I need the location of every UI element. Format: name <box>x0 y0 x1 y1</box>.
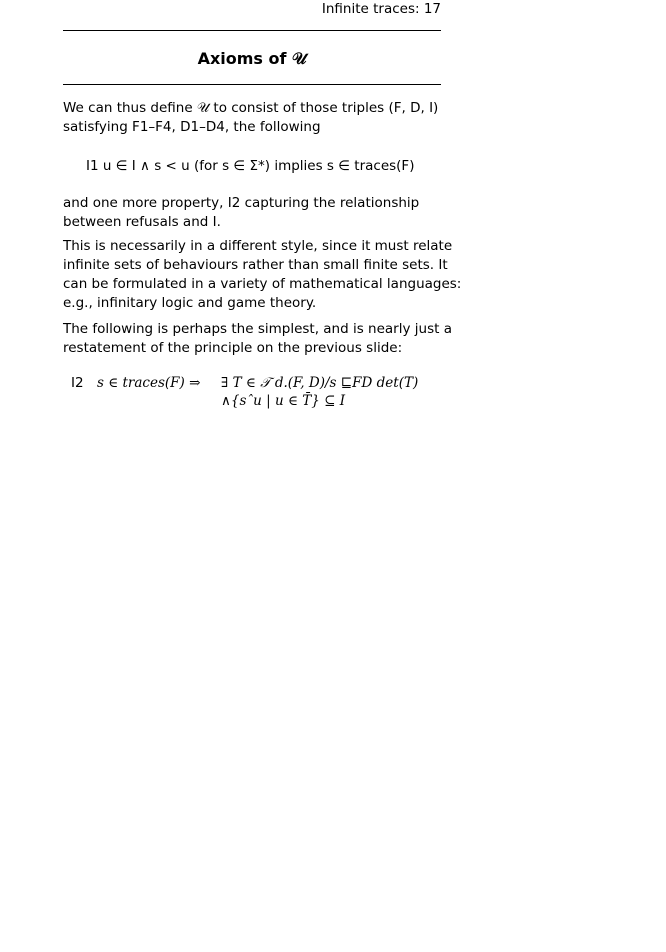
paragraph-style-note <box>63 237 462 313</box>
text-line: satisfying F1–F4, D1–D4, the following <box>63 119 321 135</box>
text-line: e.g., infinitary logic and game theory. <box>63 295 317 311</box>
text-line: restatement of the principle on the previous slide: <box>63 340 403 356</box>
paragraph-one-more-property <box>63 194 443 232</box>
text-line: can be formulated in a variety of mathematical languages: <box>63 276 462 292</box>
text-line: This is necessarily in a different style, since it must relate <box>63 238 453 254</box>
axiom-i1: I1 u ∈ I ∧ s < u (for s ∈ Σ*) implies s ∈ traces(F) <box>86 158 415 174</box>
slide-title: Axioms of 𝒰 <box>197 49 307 68</box>
paragraph-definition <box>63 99 443 137</box>
text-line: We can thus define 𝒰 to consist of those triples (F, D, I) <box>63 100 439 116</box>
paragraph-simplest-form <box>63 320 452 358</box>
title-bottom-rule <box>63 84 441 85</box>
axiom-i2-label: I2 <box>71 375 84 391</box>
text-line: The following is perhaps the simplest, and is nearly just a <box>63 321 452 337</box>
axiom-i2-conclusion-line1: ∃ T ∈ 𝒯 d.(F, D)/s ⊑FD det(T) <box>221 375 419 391</box>
axiom-i2-premise: s ∈ traces(F) ⇒ <box>97 375 201 391</box>
text-line: infinite sets of behaviours rather than small finite sets. It <box>63 257 448 273</box>
page-header <box>63 0 441 18</box>
text-line: and one more property, I2 capturing the relationship <box>63 195 420 211</box>
title-top-rule <box>63 30 441 31</box>
axiom-i2-conclusion-line2: ∧{sˆu | u ∈ T̄} ⊆ I <box>221 393 346 409</box>
page-number-label: Infinite traces: 17 <box>321 1 441 17</box>
text-line: between refusals and I. <box>63 214 221 230</box>
